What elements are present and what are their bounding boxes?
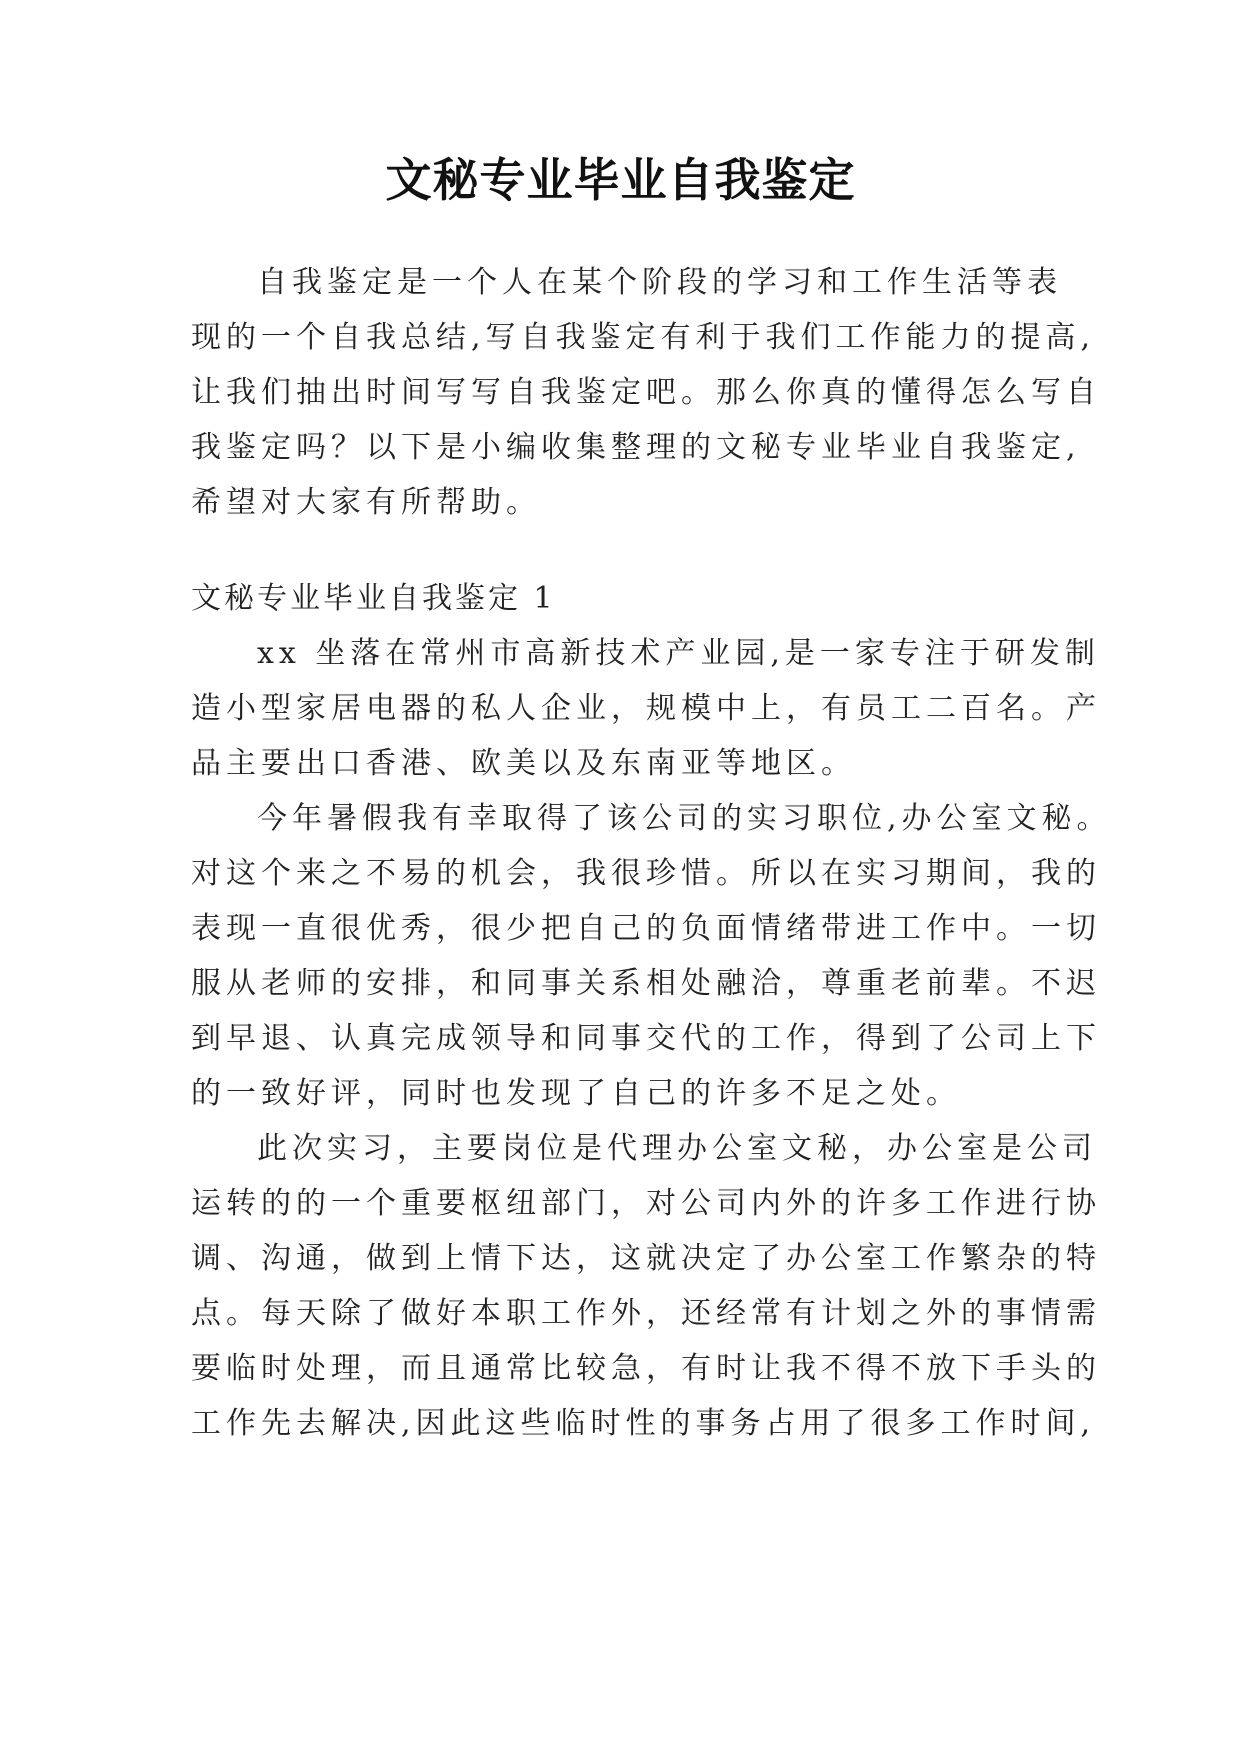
section-heading: 文秘专业毕业自我鉴定 1: [191, 581, 556, 616]
paragraph-line: 对这个来之不易的机会，我很珍惜。所以在实习期间，我的: [191, 856, 1101, 891]
paragraph-line: 要临时处理，而且通常比较急，有时让我不得不放下手头的: [191, 1351, 1101, 1386]
paragraph-line: 现的一个自我总结,写自我鉴定有利于我们工作能力的提高,: [191, 320, 1096, 355]
document-title: 文秘专业毕业自我鉴定: [385, 153, 856, 207]
paragraph-line: 造小型家居电器的私人企业，规模中上，有员工二百名。产: [191, 691, 1101, 726]
paragraph-line: 我鉴定吗？以下是小编收集整理的文秘专业毕业自我鉴定,: [191, 430, 1081, 465]
paragraph-line: 让我们抽出时间写写自我鉴定吧。那么你真的懂得怎么写自: [191, 375, 1101, 410]
paragraph-line: 点。每天除了做好本职工作外，还经常有计划之外的事情需: [191, 1296, 1101, 1331]
paragraph-line: 此次实习，主要岗位是代理办公室文秘，办公室是公司: [257, 1131, 1097, 1166]
paragraph-line: 工作先去解决,因此这些临时性的事务占用了很多工作时间,: [191, 1406, 1096, 1441]
paragraph-line: 到早退、认真完成领导和同事交代的工作，得到了公司上下: [191, 1021, 1101, 1056]
paragraph-line: 表现一直很优秀，很少把自己的负面情绪带进工作中。一切: [191, 911, 1101, 946]
paragraph-line: 希望对大家有所帮助。: [191, 485, 541, 520]
paragraph-line: 自我鉴定是一个人在某个阶段的学习和工作生活等表: [257, 265, 1062, 300]
paragraph-line: 调、沟通，做到上情下达，这就决定了办公室工作繁杂的特: [191, 1241, 1101, 1276]
paragraph-line: xx 坐落在常州市高新技术产业园,是一家专注于研发制: [257, 636, 1100, 671]
paragraph-line: 品主要出口香港、欧美以及东南亚等地区。: [191, 746, 856, 781]
paragraph-line: 服从老师的安排，和同事关系相处融洽，尊重老前辈。不迟: [191, 966, 1101, 1001]
paragraph-line: 运转的的一个重要枢纽部门，对公司内外的许多工作进行协: [191, 1186, 1101, 1221]
paragraph-line: 今年暑假我有幸取得了该公司的实习职位,办公室文秘。: [257, 801, 1112, 836]
paragraph-line: 的一致好评，同时也发现了自己的许多不足之处。: [191, 1076, 961, 1111]
